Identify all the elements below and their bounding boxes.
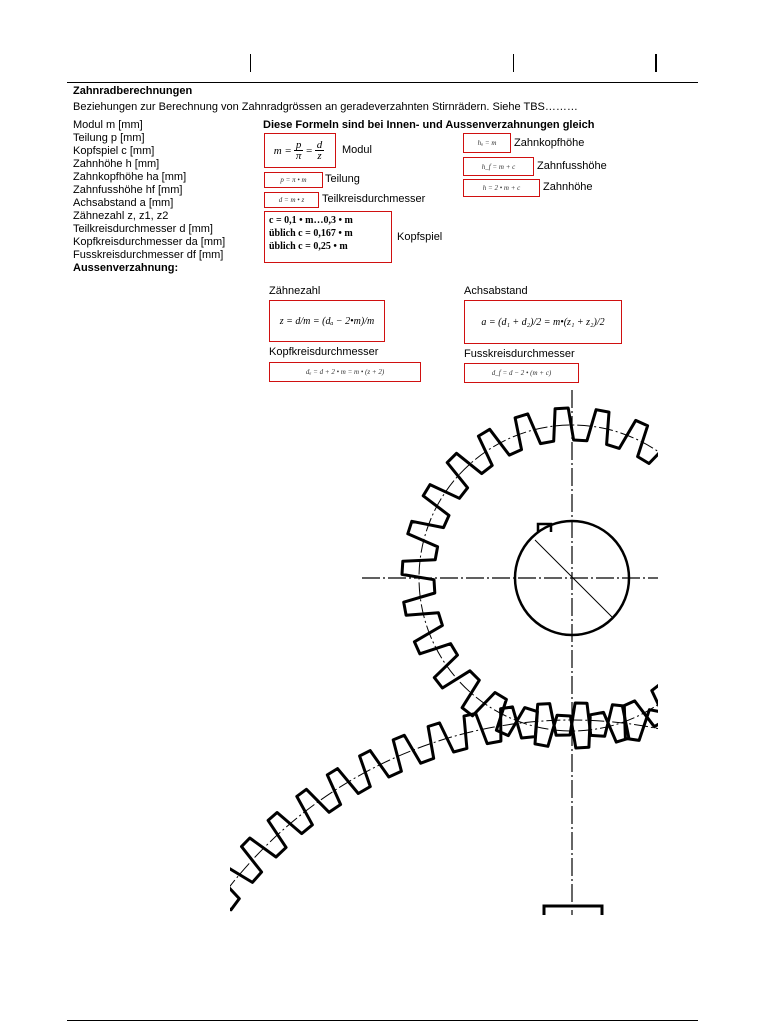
kopfkreis-formula-box: dₐ = d + 2 • m = m • (z + 2) [269, 362, 421, 382]
zahnhoehe-label: Zahnhöhe [543, 181, 593, 193]
zaehnezahl-formula-box: z = d/m = (dₐ − 2•m)/m [269, 300, 385, 342]
kopfspiel-line: üblich c = 0,25 • m [269, 241, 348, 252]
zaehnezahl-label: Zähnezahl [269, 285, 321, 297]
modul-den1: π [295, 150, 302, 162]
modul-den2: z [317, 150, 322, 162]
variable-item: Teilkreisdurchmesser d [mm] [73, 223, 213, 235]
document-subtitle: Beziehungen zur Berechnung von Zahnradgrössen an geradeverzahnten Stirnrädern. Siehe TBS……… [73, 101, 578, 113]
shaft-bracket [544, 906, 602, 915]
kopfspiel-line: üblich c = 0,167 • m [269, 228, 353, 239]
modul-num2: d [316, 139, 323, 151]
kopfspiel-label: Kopfspiel [397, 231, 443, 243]
kopfspiel-line: c = 0,1 • m…0,3 • m [269, 215, 353, 226]
variable-item: Fusskreisdurchmesser df [mm] [73, 249, 224, 261]
section-heading: Aussenverzahnung: [73, 262, 179, 274]
achsabstand-label: Achsabstand [464, 285, 528, 297]
variable-item: Modul m [mm] [73, 119, 143, 131]
teilkreis-label: Teilkreisdurchmesser [322, 193, 426, 205]
zahnfusshoehe-formula-box: h_f = m + c [463, 157, 534, 176]
common-formulas-heading: Diese Formeln sind bei Innen- und Aussenverzahnungen gleich [263, 119, 595, 131]
fusskreis-formula-box: d_f = d − 2 • (m + c) [464, 363, 579, 383]
teilkreis-formula-box: d = m • z [264, 192, 319, 208]
small-gear-pitch-circle [137, 720, 768, 1024]
achsabstand-formula-box: a = (d₁ + d₂)/2 = m•(z₁ + z₂)/2 [464, 300, 622, 344]
zahnhoehe-formula-box: h = 2 • m + c [463, 179, 540, 197]
variable-item: Kopfspiel c [mm] [73, 145, 155, 157]
zahnfusshoehe-label: Zahnfusshöhe [537, 160, 607, 172]
document-title: Zahnradberechnungen [73, 85, 193, 97]
teilung-label: Teilung [325, 173, 360, 185]
variable-item: Zahnkopfhöhe ha [mm] [73, 171, 187, 183]
zahnkopfhoehe-formula-box: hₐ = m [463, 133, 511, 153]
small-gear-outline [120, 703, 768, 1024]
modul-formula-box: m = $\frac{p}{\pi}$ = $\frac{d}{z}$ [264, 133, 336, 168]
variable-item: Zahnfusshöhe hf [mm] [73, 184, 183, 196]
modul-expr-left: m = [273, 144, 292, 157]
variable-item: Achsabstand a [mm] [73, 197, 174, 209]
variable-item: Zahnhöhe h [mm] [73, 158, 160, 170]
fusskreis-label: Fusskreisdurchmesser [464, 348, 575, 360]
variable-item: Teilung p [mm] [73, 132, 145, 144]
teilung-formula-box: p = π • m [264, 172, 323, 188]
modul-num1: p [295, 139, 302, 151]
modul-label: Modul [342, 144, 372, 156]
variable-item: Kopfkreisdurchmesser da [mm] [73, 236, 226, 248]
kopfkreis-label: Kopfkreisdurchmesser [269, 346, 379, 358]
footer-rule [67, 1020, 698, 1021]
zahnkopfhoehe-label: Zahnkopfhöhe [514, 137, 585, 149]
variable-item: Zähnezahl z, z1, z2 [73, 210, 169, 222]
